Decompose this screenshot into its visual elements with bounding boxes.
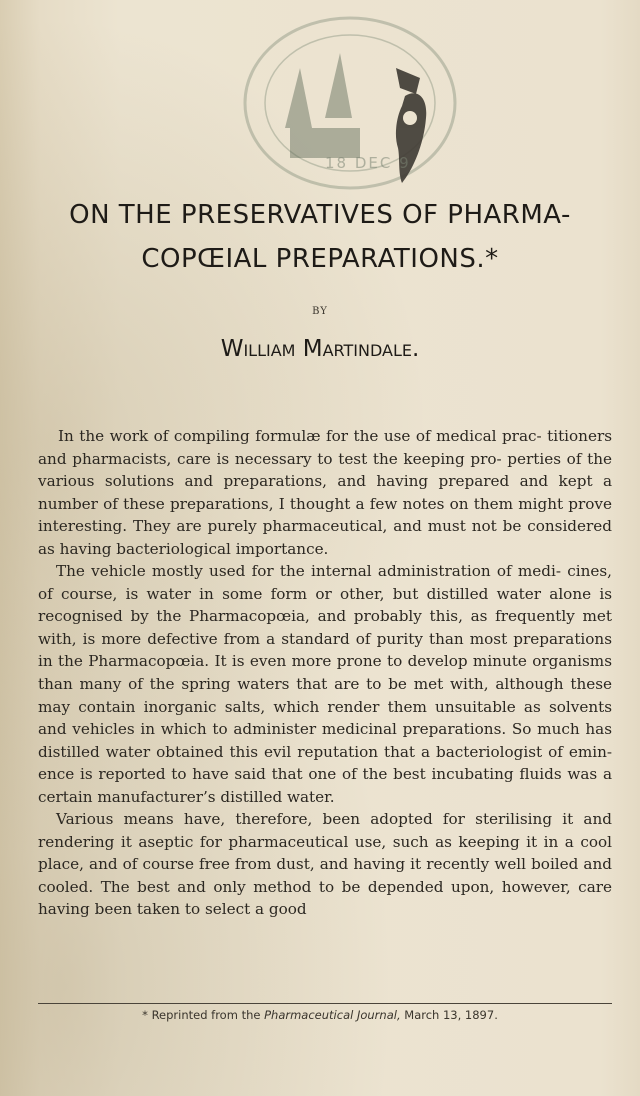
footnote-divider [38, 1003, 612, 1004]
footnote-journal: Pharmaceutical Journal, [264, 1008, 401, 1022]
footnote-date: March 13, 1897. [404, 1008, 498, 1022]
footnote-marker: * [142, 1008, 148, 1022]
paragraph-3: Various means have, therefore, been adopted for sterilising it and rendering it aseptic for pharmaceutical use, such as keeping it in a cool place, and of course free from dust, and having it recently well boiled and cooled. The best and only method to be depended upon, however, care having been taken to select a good [38, 810, 612, 919]
title-line-1: ON THE PRESERVATIVES OF PHARMA- [69, 200, 571, 230]
title-line-2: COPŒIAL PREPARATIONS.* [141, 244, 499, 274]
paragraph-2: The vehicle mostly used for the internal administration of medi- cines, of course, is water in some form or other, but distilled water alone is recognised by the Pharmacopœia, and probably this, as frequently met with, is more defective from a standard of purity than most preparations in the Pharmacopœia. It is even more prone to develop minute organisms than many of the spring waters that are to be met with, although these may contain inorganic salts, which render them unsuitable as solvents and vehicles in which to administer medicinal preparations. So much has distilled water obtained this evil reputation that a bacteriologist of emin- ence is reported to have said that one of the best incubating fluids was a certain manufacturer’s distilled water. [38, 562, 612, 806]
stamp-date-text: 18 DEC 9 [325, 154, 411, 172]
byline: BY [312, 306, 328, 317]
author-name: William Martindale. [220, 336, 420, 362]
article-body [38, 425, 612, 921]
paragraph-1: In the work of compiling formulæ for the use of medical prac- titioners and pharmacists, care is necessary to test the keeping pro- perties of the various solutions and preparations, and having prepared and kept a number of these preparations, I thought a few notes on them might prove interesting. They are purely pharmaceutical, and must not be considered as having bacteriological importance. [38, 427, 612, 558]
footnote-prefix: Reprinted from the [151, 1008, 261, 1022]
footnote [0, 1008, 640, 1022]
library-stamp-image [230, 8, 470, 198]
